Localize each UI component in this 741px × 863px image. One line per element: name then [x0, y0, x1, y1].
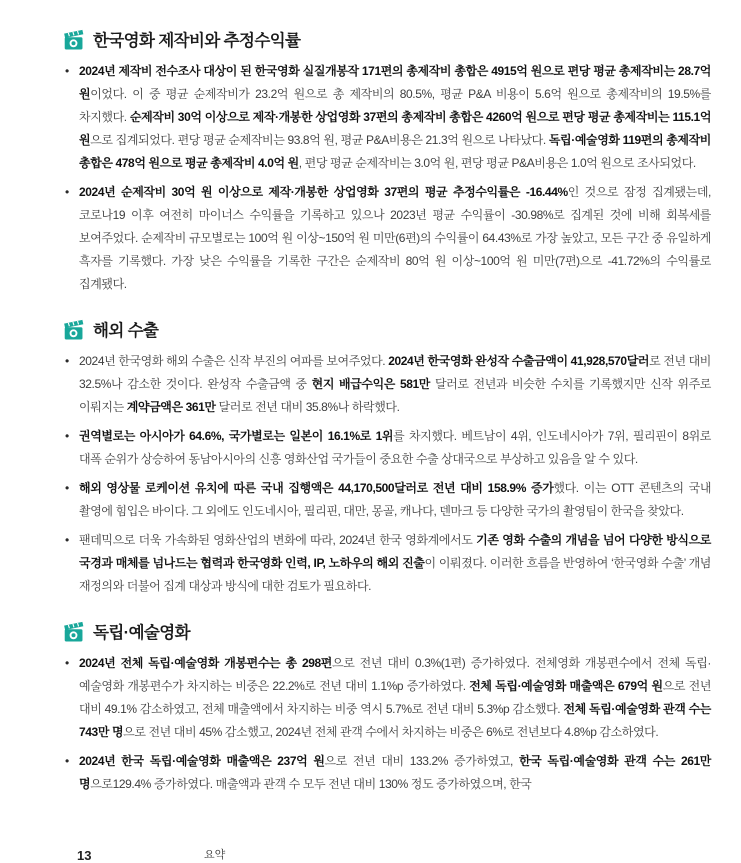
text-segment: 전체 독립·예술영화 관객 수는 743만 명: [79, 702, 711, 739]
bullet-marker: •: [65, 656, 69, 670]
section-heading: [63, 317, 711, 341]
bullet-item: [64, 425, 711, 471]
text-segment: 2024년 전체 독립·예술영화 개봉편수는 총 298편: [79, 656, 332, 670]
text-segment: 팬데믹으로 더욱 가속화된 영화산업의 변화에 따라, 2024년 한국 영화계에서도: [79, 533, 477, 547]
bullet-marker: •: [65, 754, 69, 768]
text-segment: 이 이뤄졌다. 이러한 흐름을 반영하여 ‘한국영화 수출’ 개념 재정의와 더불어 집계 대상과 방식에 대한 검토가 필요하다.: [79, 556, 712, 593]
section-title: 독립·예술영화: [93, 624, 190, 642]
bullet-list: [64, 652, 711, 796]
bullet-marker: •: [65, 533, 69, 547]
text-segment: 한국 독립·예술영화 관객 수는 261만 명: [79, 754, 711, 791]
footer-section-label: 요약: [204, 849, 226, 861]
paragraph-text: [79, 429, 711, 466]
text-segment: , 편당 평균 순제작비는 3.0억 원, 편당 평균 P&A비용은 1.0억 원으로 조사되었다.: [298, 156, 696, 170]
bullet-item: [64, 181, 711, 296]
text-segment: 순제작비 30억 이상으로 제작·개봉한 상업영화 37편의 총제작비 총합은 4260억 원으로 편당 평균 총제작비는 115.1억 원: [79, 110, 712, 147]
text-segment: 2024년 제작비 전수조사 대상이 된 한국영화 실질개봉작 171편의 총제작비 총합은 4915억 원으로 편당 평균 총제작비는 28.7억 원: [79, 64, 711, 101]
text-segment: 인 것으로 잠정 집계됐는데, 코로나19 이후 여전히 마이너스 수익률을 기록하고 있으나 2023년 평균 수익률이 -30.98%로 집계된 것에 비해 회복세를 보여주었다. 순제작비 규모별로는 100억 원 이상~150억 원 미만(6편)의 수익률이 64.43%로 가장 높았고, 모든 구간 중 유일하게 흑자를 기록했다. 가장 낮은 수익률을 기록한 구간은 순제작비 80억 원 이상~100억 원 미만(7편)으로 -41.72%의 수익률로 집계됐다.: [79, 185, 711, 291]
text-segment: 2024년 한국 독립·예술영화 매출액은 237억 원: [79, 754, 325, 768]
text-segment: 2024년 한국영화 완성작 수출금액이 41,928,570달러: [388, 354, 650, 368]
text-segment: 으로 전년 대비 45% 감소했고, 2024년 전체 관객 수에서 차지하는 비중은 6%로 전년보다 4.8%p 감소하였다.: [123, 725, 659, 739]
paragraph-text: [79, 354, 711, 414]
text-segment: 2024년 한국영화 해외 수출은 신작 부진의 여파를 보여주었다.: [79, 354, 389, 368]
clapperboard-icon: [63, 318, 84, 340]
bullet-marker: •: [65, 481, 69, 495]
section-title: 한국영화 제작비와 추정수익률: [93, 32, 301, 50]
bullet-item: [64, 350, 711, 419]
text-segment: 2024년 순제작비 30억 원 이상으로 제작·개봉한 상업영화 37편의 평균 추정수익률은 -16.44%: [79, 185, 568, 199]
bullet-list: [64, 350, 711, 598]
text-segment: 으로129.4% 증가하였다. 매출액과 관객 수 모두 전년 대비 130% 정도 증가하였으며, 한국: [90, 777, 532, 791]
clapperboard-icon: [63, 620, 84, 642]
text-segment: 달러로 전년과 비슷한 수치를 기록했지만 신작 위주로 이뤄지는: [79, 377, 712, 414]
section-title: 해외 수출: [93, 322, 159, 340]
text-segment: 으로 전년 대비 133.2% 증가하였고,: [324, 754, 519, 768]
text-segment: 를 차지했다. 베트남이 4위, 인도네시아가 7위, 필리핀이 8위로 대폭 순위가 상승하여 동남아시아의 신흥 영화산업 국가들이 중요한 수출 상대국으로 부상하고 있음을 알 수 있다.: [79, 429, 711, 466]
page-number: 13: [77, 848, 92, 863]
clapperboard-icon: [63, 28, 84, 50]
section-heading: [63, 27, 711, 51]
text-segment: 독립·예술영화 119편의 총제작비 총합은 478억 원으로 평균 총제작비 4.0억 원: [79, 133, 711, 170]
section-independent-art-film: [64, 619, 711, 796]
bullet-item: [64, 60, 711, 175]
paragraph-text: [79, 656, 711, 739]
bullet-marker: •: [65, 64, 69, 78]
bullet-marker: •: [65, 429, 69, 443]
section-production-cost: [64, 27, 711, 296]
text-segment: 기존 영화 수출의 개념을 넘어 다양한 방식으로 국경과 매체를 넘나드는 협력과 한국영화 인력, IP, 노하우의 해외 진출: [79, 533, 711, 570]
text-segment: 권역별로는 아시아가 64.6%, 국가별로는 일본이 16.1%로 1위: [79, 429, 394, 443]
text-segment: 해외 영상물 로케이션 유치에 따른 국내 집행액은 44,170,500달러로 전년 대비 158.9% 증가: [79, 481, 554, 495]
text-segment: 로 전년 대비 32.5%나 감소한 것이다. 완성작 수출금액 중: [79, 354, 711, 391]
text-segment: 계약금액은 361만: [126, 400, 216, 414]
bullet-marker: •: [65, 354, 69, 368]
text-segment: 으로 집계되었다. 편당 평균 순제작비는 93.8억 원, 평균 P&A비용은 21.3억 원으로 나타났다.: [90, 133, 549, 147]
bullet-item: [64, 652, 711, 744]
section-overseas-export: [64, 317, 711, 598]
bullet-item: [64, 529, 711, 598]
text-segment: 전체 독립·예술영화 매출액은 679억 원: [469, 679, 663, 693]
paragraph-text: [79, 185, 711, 291]
paragraph-text: [79, 481, 711, 518]
text-segment: 이었다. 이 중 평균 순제작비가 23.2억 원으로 총 제작비의 80.5%, 평균 P&A 비용이 5.6억 원으로 총제작비의 19.5%를 차지했다.: [79, 87, 711, 124]
bullet-list: [64, 60, 711, 296]
text-segment: 달러로 전년 대비 35.8%나 하락했다.: [215, 400, 400, 414]
text-segment: 했다. 이는 OTT 콘텐츠의 국내 촬영에 힘입은 바이다. 그 외에도 인도네시아, 필리핀, 대만, 몽골, 캐나다, 덴마크 등 다양한 국가의 촬영팀이 한국을 찾았다.: [79, 481, 712, 518]
text-segment: 으로 전년 대비 0.3%(1편) 증가하였다. 전체영화 개봉편수에서 전체 독립·예술영화 개봉편수가 차지하는 비중은 22.2%로 전년 대비 1.1%p 증가하였다.: [79, 656, 711, 693]
text-segment: 으로 전년 대비 49.1% 감소하였고, 전체 매출액에서 차지하는 비중 역시 5.7%로 전년 대비 5.3%p 감소했다.: [79, 679, 712, 716]
paragraph-text: [79, 64, 711, 170]
bullet-marker: •: [65, 185, 69, 199]
text-segment: 현지 배급수익은 581만: [311, 377, 430, 391]
section-heading: [63, 619, 711, 643]
paragraph-text: [79, 533, 711, 593]
bullet-item: [64, 477, 711, 523]
bullet-item: [64, 750, 711, 796]
paragraph-text: [79, 754, 711, 791]
